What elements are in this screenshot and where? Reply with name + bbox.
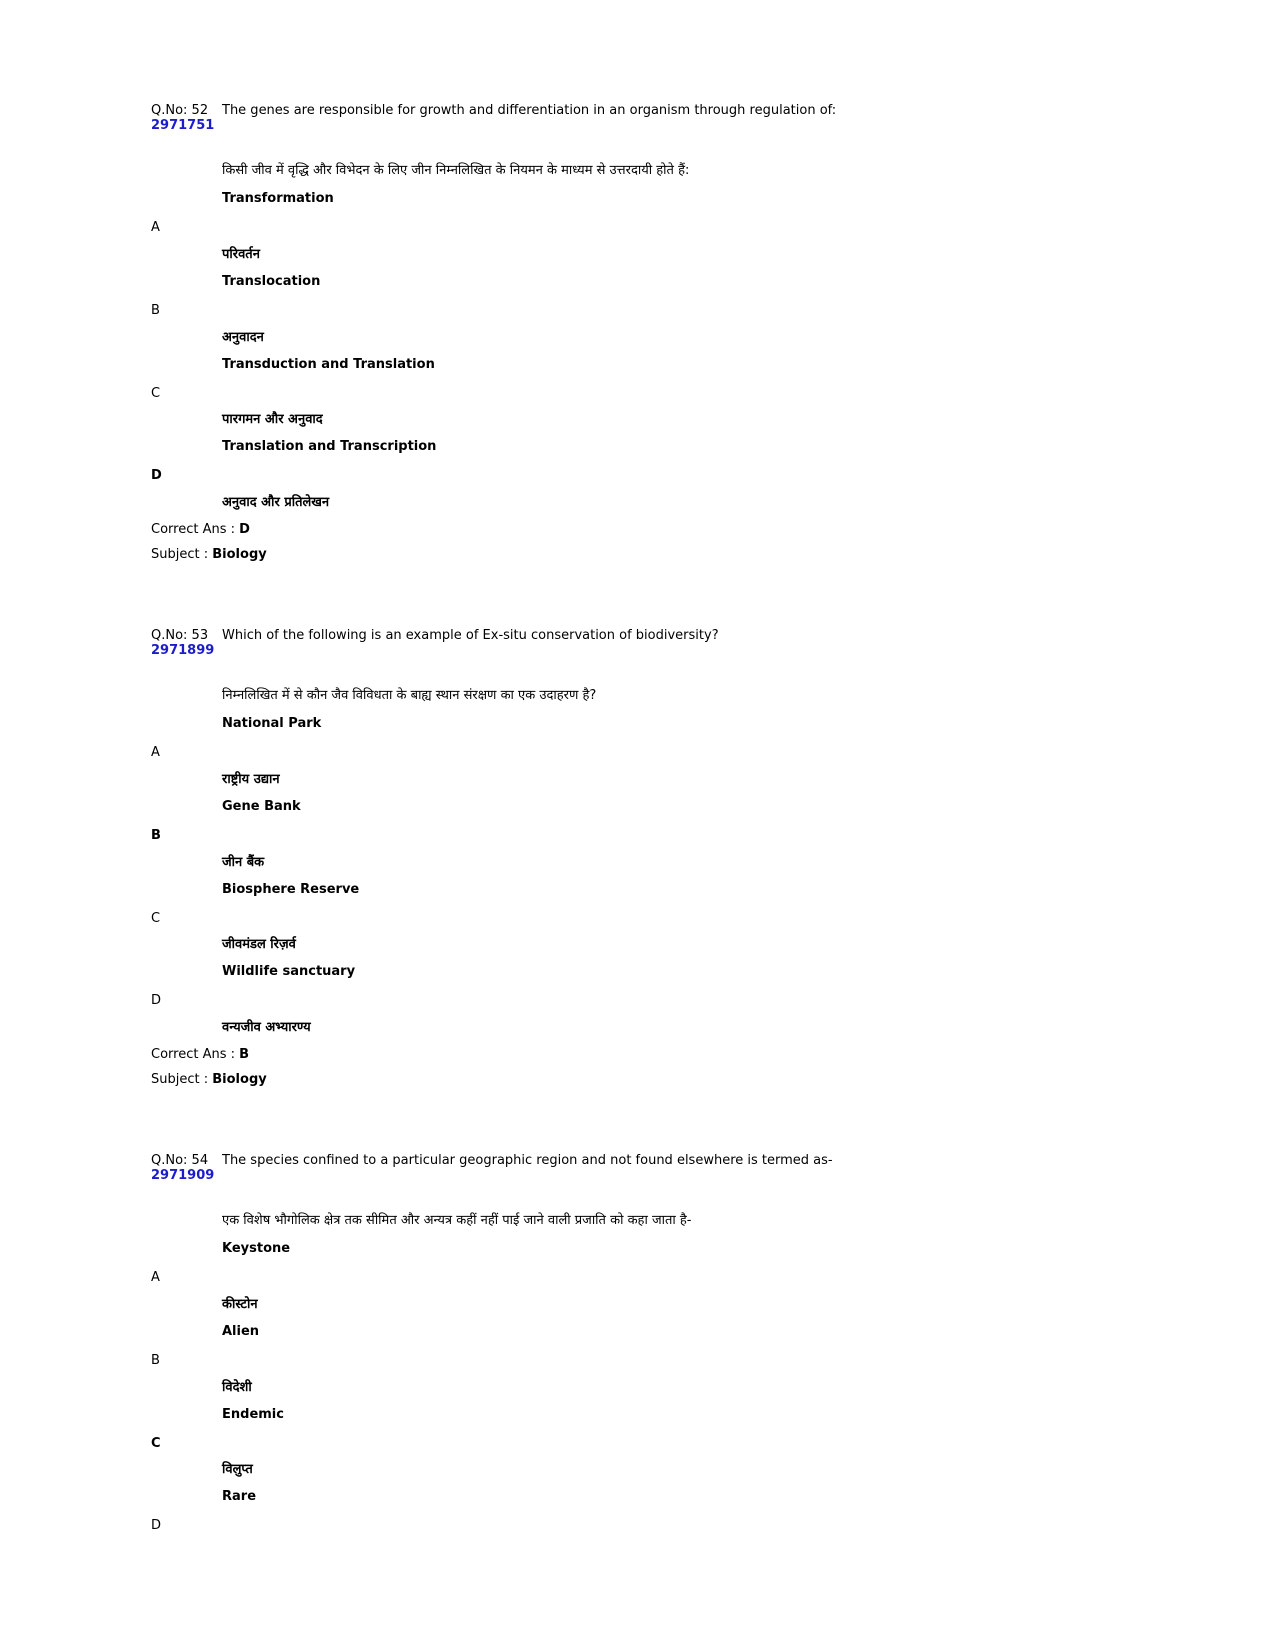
option-c-hindi: पारगमन और अनुवाद [222, 412, 323, 427]
correct-answer-value: B [239, 1047, 250, 1062]
correct-answer [151, 522, 250, 538]
option-c-english: Transduction and Translation [222, 357, 435, 372]
question-id: 2971909 [151, 1168, 215, 1183]
option-b-letter-correct: B [151, 828, 161, 843]
option-c-english: Endemic [222, 1407, 284, 1422]
question-text-english: The species confined to a particular geographic region and not found elsewhere is termed as- [222, 1153, 833, 1168]
option-b-letter: B [151, 303, 160, 318]
subject-value: Biology [212, 1072, 267, 1087]
subject [151, 547, 267, 563]
option-d-letter-correct: D [151, 468, 162, 483]
option-b-english: Gene Bank [222, 799, 301, 814]
question-number: Q.No: 53 [151, 628, 209, 643]
option-c-english: Biosphere Reserve [222, 882, 360, 897]
subject-label: Subject : [151, 1072, 209, 1087]
option-b-hindi: अनुवादन [222, 330, 264, 345]
question-header [151, 1153, 214, 1183]
option-a-english: Keystone [222, 1241, 291, 1256]
question-number: Q.No: 52 [151, 103, 209, 118]
question-text-english: The genes are responsible for growth and differentiation in an organism through regulation of: [222, 103, 837, 118]
question-text-hindi: एक विशेष भौगोलिक क्षेत्र तक सीमित और अन्यत्र कहीं नहीं पाई जाने वाली प्रजाति को कहा जाता है- [222, 1213, 692, 1228]
subject [151, 1072, 267, 1088]
option-b-letter: B [151, 1353, 160, 1368]
question-number: Q.No: 54 [151, 1153, 209, 1168]
correct-answer-label: Correct Ans : [151, 1047, 235, 1062]
option-d-english: Rare [222, 1489, 257, 1504]
option-c-hindi: विलुप्त [222, 1462, 253, 1477]
option-d-letter: D [151, 1518, 162, 1533]
option-d-english: Translation and Transcription [222, 439, 437, 454]
option-b-english: Translocation [222, 274, 321, 289]
question-text-hindi: किसी जीव में वृद्धि और विभेदन के लिए जीन निम्नलिखित के नियमन के माध्यम से उत्तरदायी होते हैं: [222, 163, 690, 178]
correct-answer-value: D [239, 522, 250, 537]
subject-value: Biology [212, 547, 267, 562]
correct-answer [151, 1047, 249, 1063]
option-a-hindi: राष्ट्रीय उद्यान [222, 772, 280, 787]
option-b-english: Alien [222, 1324, 260, 1339]
option-b-hindi: जीन बैंक [222, 855, 265, 870]
option-d-letter: D [151, 993, 162, 1008]
question-text-hindi: निम्नलिखित में से कौन जैव विविधता के बाह्य स्थान संरक्षण का एक उदाहरण है? [222, 688, 597, 703]
option-a-letter: A [151, 745, 160, 760]
option-d-hindi: वन्यजीव अभ्यारण्य [222, 1020, 311, 1035]
option-a-letter: A [151, 1270, 160, 1285]
subject-label: Subject : [151, 547, 209, 562]
question-header [151, 628, 214, 658]
question-id: 2971899 [151, 643, 215, 658]
option-b-hindi: विदेशी [222, 1380, 252, 1395]
question-text-english: Which of the following is an example of Ex-situ conservation of biodiversity? [222, 628, 719, 643]
option-c-letter: C [151, 911, 161, 926]
option-c-letter-correct: C [151, 1436, 161, 1451]
option-c-letter: C [151, 386, 161, 401]
option-a-hindi: परिवर्तन [222, 247, 260, 262]
correct-answer-label: Correct Ans : [151, 522, 235, 537]
option-d-english: Wildlife sanctuary [222, 964, 356, 979]
option-a-letter: A [151, 220, 160, 235]
question-id: 2971751 [151, 118, 215, 133]
option-c-hindi: जीवमंडल रिज़र्व [222, 937, 296, 952]
question-header [151, 103, 214, 133]
option-a-hindi: कीस्टोन [222, 1297, 258, 1312]
option-a-english: Transformation [222, 191, 334, 206]
option-a-english: National Park [222, 716, 322, 731]
option-d-hindi: अनुवाद और प्रतिलेखन [222, 495, 330, 510]
